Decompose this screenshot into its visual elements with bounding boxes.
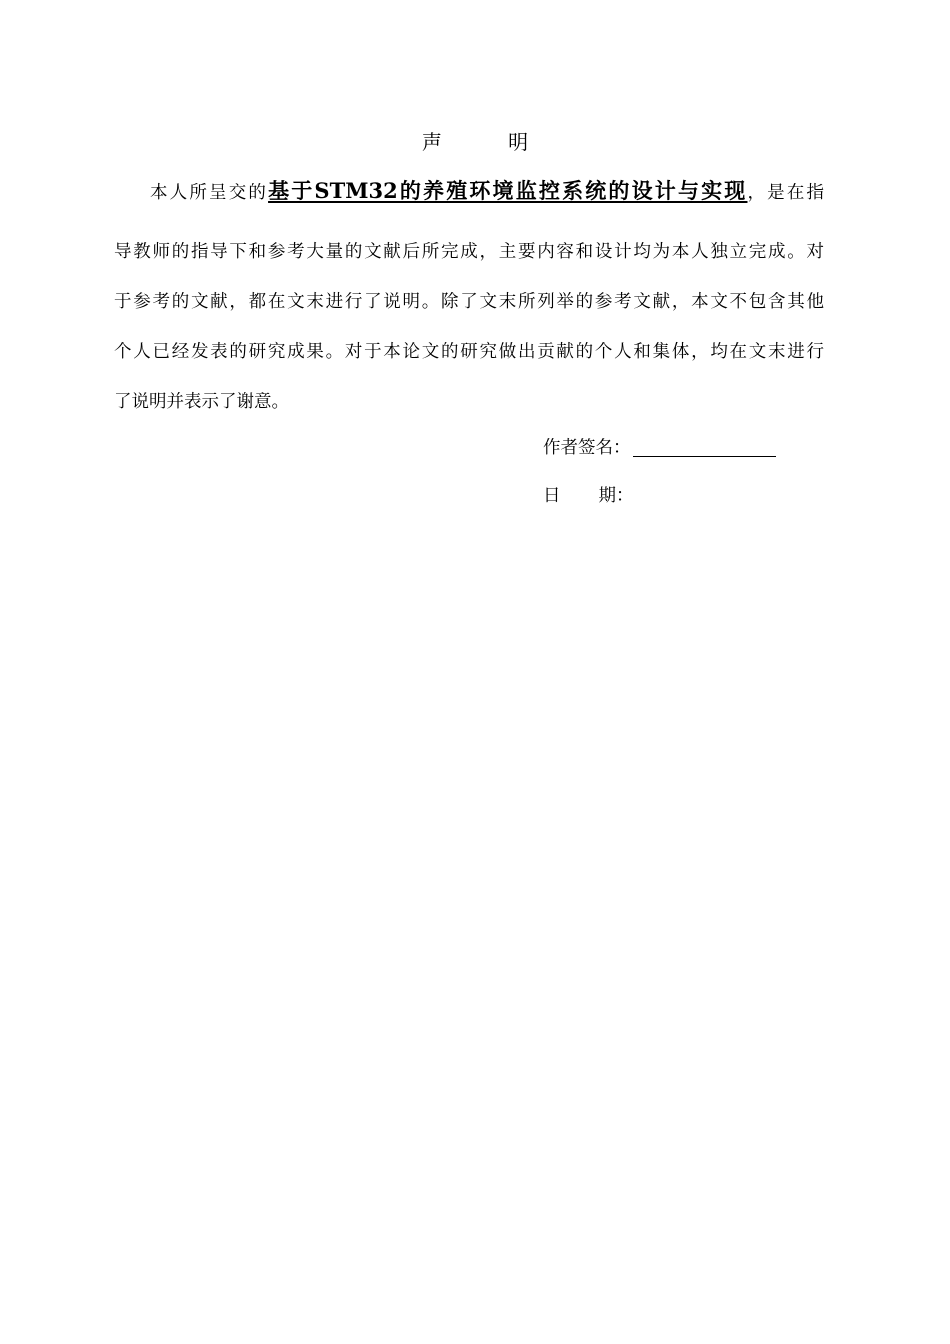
author-signature-row [543, 434, 776, 459]
declaration-line-4: 个人已经发表的研究成果。对于本论文的研究做出贡献的个人和集体，均在文末进行 [114, 342, 824, 362]
thesis-title: 基于STM32的养殖环境监控系统的设计与实现 [268, 178, 748, 203]
author-signature-label: 作者签名： [543, 438, 631, 458]
line1-prefix: 本人所呈交的 [150, 183, 269, 203]
page-title: 声 明 [421, 130, 559, 154]
declaration-line-5: 了说明并表示了谢意。 [114, 392, 289, 412]
declaration-line-1 [150, 174, 824, 210]
date-label-char1: 日 [543, 486, 599, 506]
line1-suffix: ，是在指 [747, 183, 825, 203]
declaration-line-2: 导教师的指导下和参考大量的文献后所完成，主要内容和设计均为本人独立完成。对 [114, 242, 824, 262]
declaration-line-3: 于参考的文献，都在文末进行了说明。除了文末所列举的参考文献，本文不包含其他 [114, 292, 824, 312]
author-signature-field[interactable] [633, 436, 776, 457]
date-row [543, 482, 634, 507]
date-label-char2: 期： [598, 486, 634, 506]
